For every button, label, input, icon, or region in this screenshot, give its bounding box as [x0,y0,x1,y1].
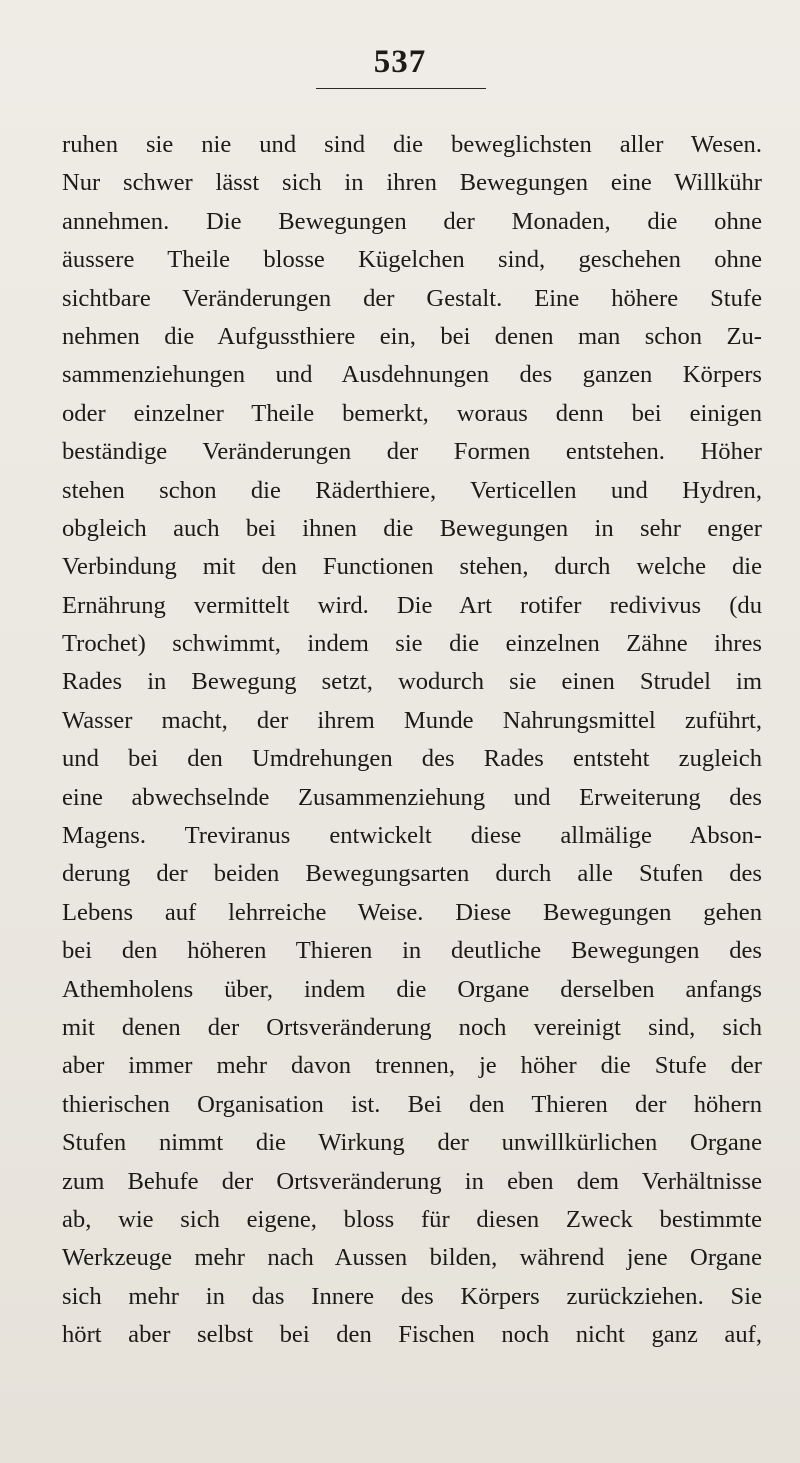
text-line: Lebens auf lehrreiche Weise. Diese Bewegungen gehen [62,898,762,926]
text-line: Werkzeuge mehr nach Aussen bilden, während jene Organe [62,1244,762,1272]
body-text [62,126,762,1355]
text-line: Rades in Bewegung setzt, wodurch sie einen Strudel im [62,668,762,696]
text-line: sammenziehungen und Ausdehnungen des ganzen Körpers [62,361,762,389]
text-line: und bei den Umdrehungen des Rades entsteht zugleich [62,745,762,773]
text-line: sichtbare Veränderungen der Gestalt. Eine höhere Stufe [62,284,762,312]
text-line: stehen schon die Räderthiere, Verticellen und Hydren, [62,476,762,504]
text-line: annehmen. Die Bewegungen der Monaden, die ohne [62,207,762,235]
text-line: eine abwechselnde Zusammenziehung und Erweiterung des [62,783,762,811]
text-line: oder einzelner Theile bemerkt, woraus denn bei einigen [62,399,762,427]
text-line: beständige Veränderungen der Formen entstehen. Höher [62,438,762,466]
text-line: ab, wie sich eigene, bloss für diesen Zweck bestimmte [62,1205,762,1233]
text-line: derung der beiden Bewegungsarten durch alle Stufen des [62,860,762,888]
text-line: bei den höheren Thieren in deutliche Bewegungen des [62,937,762,965]
text-line: aber immer mehr davon trennen, je höher die Stufe der [62,1052,762,1080]
text-line: Verbindung mit den Functionen stehen, durch welche die [62,553,762,581]
text-line: nehmen die Aufgussthiere ein, bei denen man schon Zu- [62,322,762,350]
text-line: Ernährung vermittelt wird. Die Art rotifer redivivus (du [62,591,762,619]
text-line: ruhen sie nie und sind die beweglichsten aller Wesen. [62,131,762,158]
header-rule [316,88,486,89]
text-line: zum Behufe der Ortsveränderung in eben dem Verhältnisse [62,1167,762,1195]
text-line: obgleich auch bei ihnen die Bewegungen in sehr enger [62,514,762,542]
text-line: thierischen Organisation ist. Bei den Thieren der höhern [62,1090,762,1118]
text-line: Nur schwer lässt sich in ihren Bewegungen eine Willkühr [62,169,762,197]
text-line: hört aber selbst bei den Fischen noch nicht ganz auf, [62,1321,762,1349]
text-line: Stufen nimmt die Wirkung der unwillkürlichen Organe [62,1129,762,1157]
text-line: Trochet) schwimmt, indem sie die einzelnen Zähne ihres [62,630,762,658]
page-number: 537 [373,44,427,80]
text-line: Wasser macht, der ihrem Munde Nahrungsmittel zuführt, [62,706,762,734]
text-line: sich mehr in das Innere des Körpers zurückziehen. Sie [62,1282,762,1310]
text-line: mit denen der Ortsveränderung noch vereinigt sind, sich [62,1013,762,1041]
text-line: Athemholens über, indem die Organe derselben anfangs [62,975,762,1003]
text-line: Magens. Treviranus entwickelt diese allmälige Abson- [62,822,762,850]
text-line: äussere Theile blosse Kügelchen sind, geschehen ohne [62,246,762,274]
